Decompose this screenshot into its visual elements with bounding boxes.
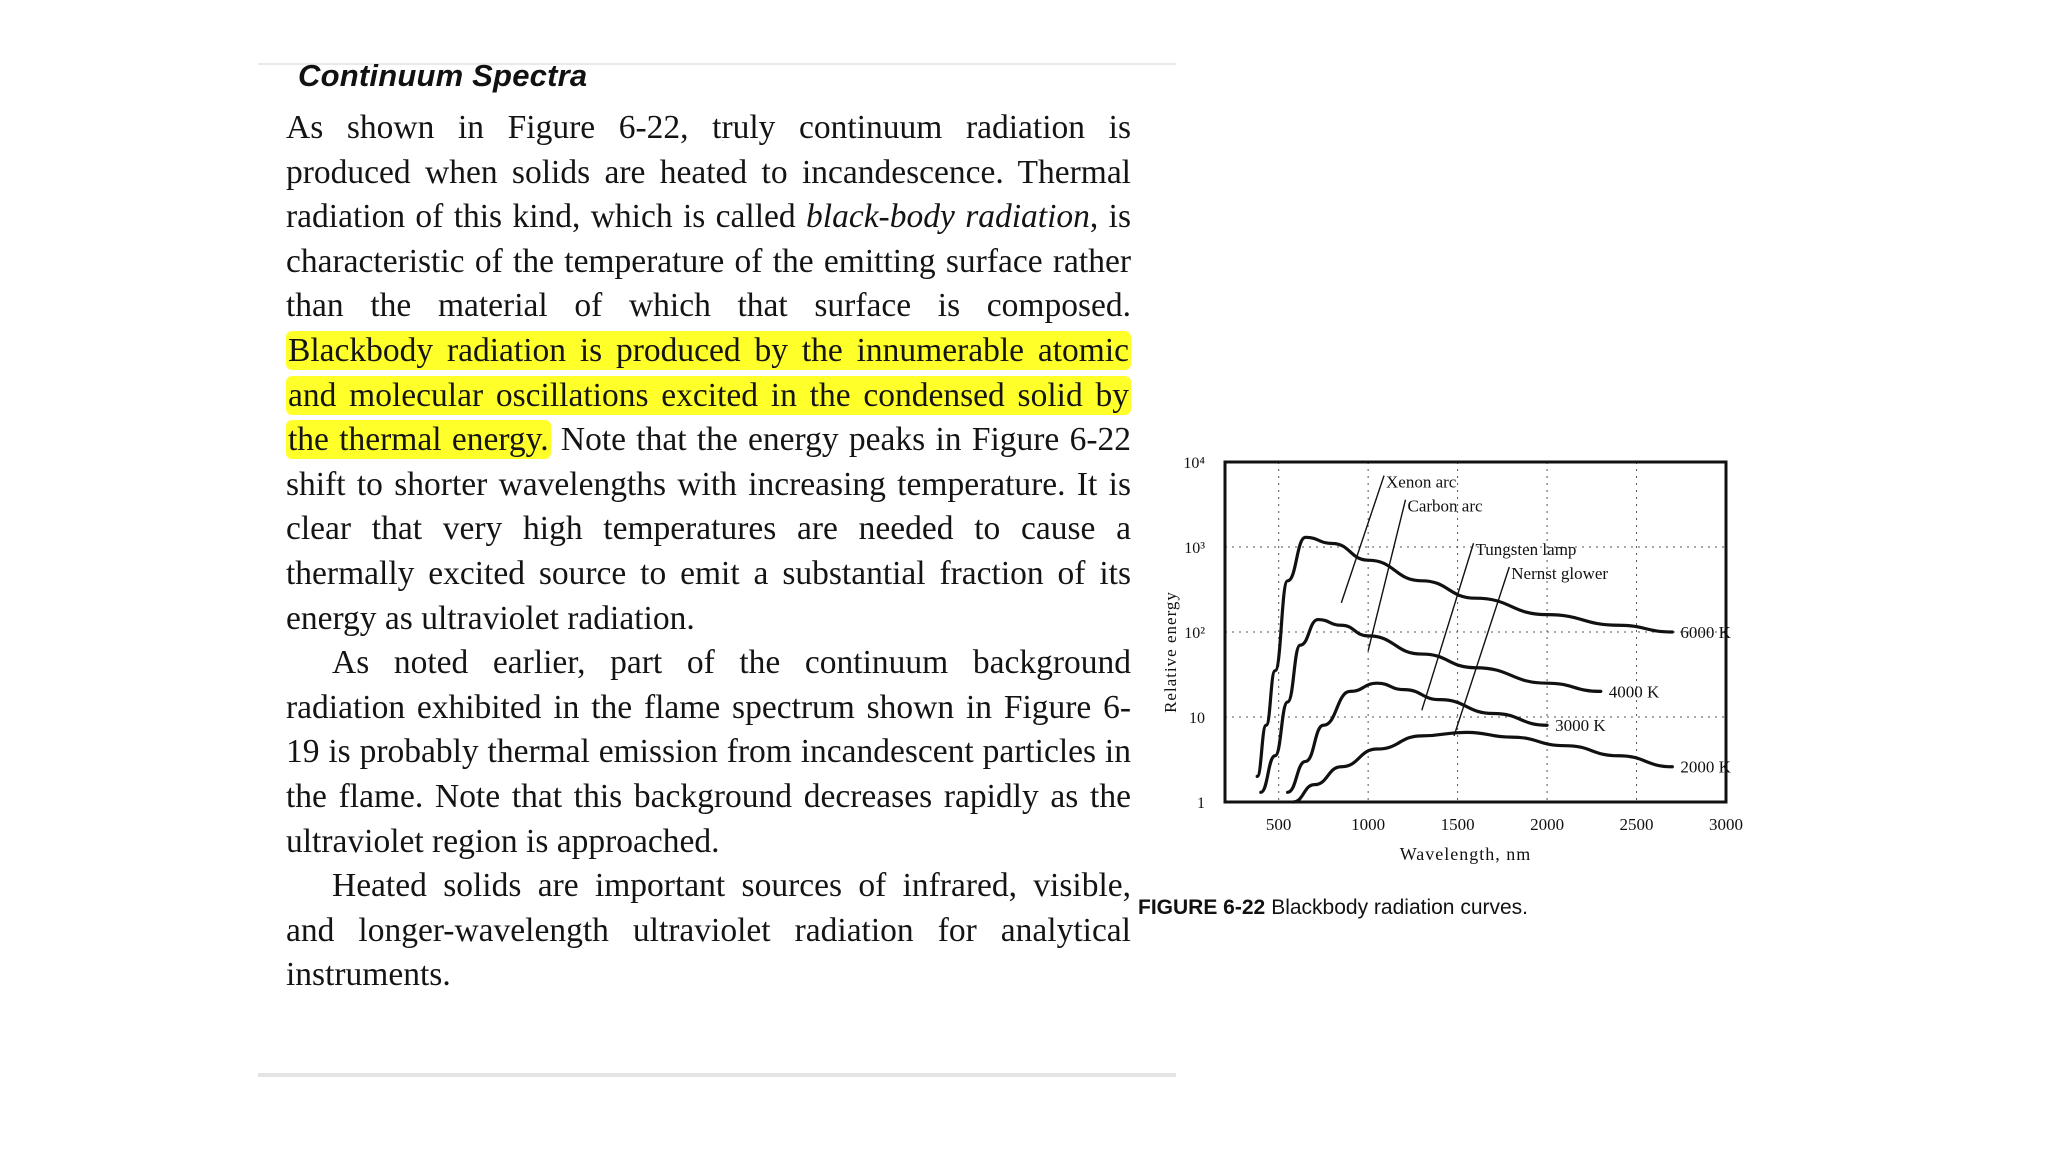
x-axis-label: Wavelength, nm (1399, 844, 1532, 864)
series-label: 4000 K (1608, 682, 1660, 702)
x-tick-label: 500 (1265, 815, 1292, 834)
y-tick-label: 10 (1189, 710, 1205, 727)
x-tick-label: 2000 (1530, 815, 1565, 834)
x-tick-label: 1000 (1351, 815, 1386, 834)
x-tick-label: 1500 (1440, 815, 1475, 834)
source-label: Xenon arc (1386, 472, 1457, 492)
series-label: 6000 K (1680, 623, 1731, 642)
source-label: Carbon arc (1407, 496, 1483, 516)
highlighted-text: Blackbody radiation is produced by the innumerable atomic and molecular oscillations excited in the condensed solid by the thermal energy. (288, 331, 1129, 459)
blackbody-chart (1130, 440, 1750, 900)
y-tick-label: 10³ (1184, 540, 1205, 557)
figure-caption (1138, 896, 1528, 920)
caption-text: Blackbody radiation curves. (1271, 896, 1529, 919)
series-curve (1261, 620, 1601, 793)
paragraph-3: Heated solids are important sources of infrared, visible, and longer-wavelength ultraviolet radiation for analytical instruments. (286, 867, 1131, 994)
series-label: 3000 K (1555, 716, 1606, 736)
source-label: Tungsten lamp (1475, 540, 1577, 560)
source-label: Nernst glower (1511, 564, 1609, 584)
section-title: Continuum Spectra (298, 58, 588, 93)
y-axis-label: Relative energy (1161, 591, 1180, 713)
paragraph-1 (286, 106, 1131, 641)
figure-number: FIGURE 6-22 (1138, 896, 1266, 919)
y-tick-label: 10² (1184, 625, 1205, 642)
para1-rest: Note that the energy peaks in Figure 6-22 shift to shorter wavelengths with increasing temperature. It is clear that very high temperatures are needed to cause a thermally excited source to emit a substantial fraction of its energy as ultraviolet radiation. (286, 421, 1131, 637)
figure-6-22 (1130, 440, 1750, 940)
x-tick-label: 2500 (1619, 815, 1654, 834)
source-leader-line (1341, 476, 1384, 603)
paragraph-2: As noted earlier, part of the continuum background radiation exhibited in the flame spectrum shown in Figure 6-19 is probably thermal emission from incandescent particles in the flame. Note that this background decreases rapidly as the ultraviolet region is approached. (286, 644, 1131, 860)
y-tick-label: 1 (1197, 795, 1205, 812)
source-leader-line (1454, 567, 1509, 736)
text-column (286, 58, 1131, 998)
bottom-divider (258, 1073, 1176, 1077)
para1-term: black-body radiation (806, 198, 1090, 236)
x-tick-label: 3000 (1709, 815, 1743, 834)
para1-after-term: , is characteristic of the temperature of the emitting surface rather than the material of which that surface is composed. (286, 198, 1131, 325)
para1-intro: As shown in Figure 6-22, truly continuum radiation is produced when solids are heated to incandescence. Thermal radiation of this kind, which is called (286, 109, 1131, 236)
series-label: 2000 K (1680, 757, 1731, 777)
source-leader-line (1422, 543, 1474, 710)
y-tick-label: 10⁴ (1183, 455, 1205, 472)
series-curve (1293, 732, 1672, 802)
